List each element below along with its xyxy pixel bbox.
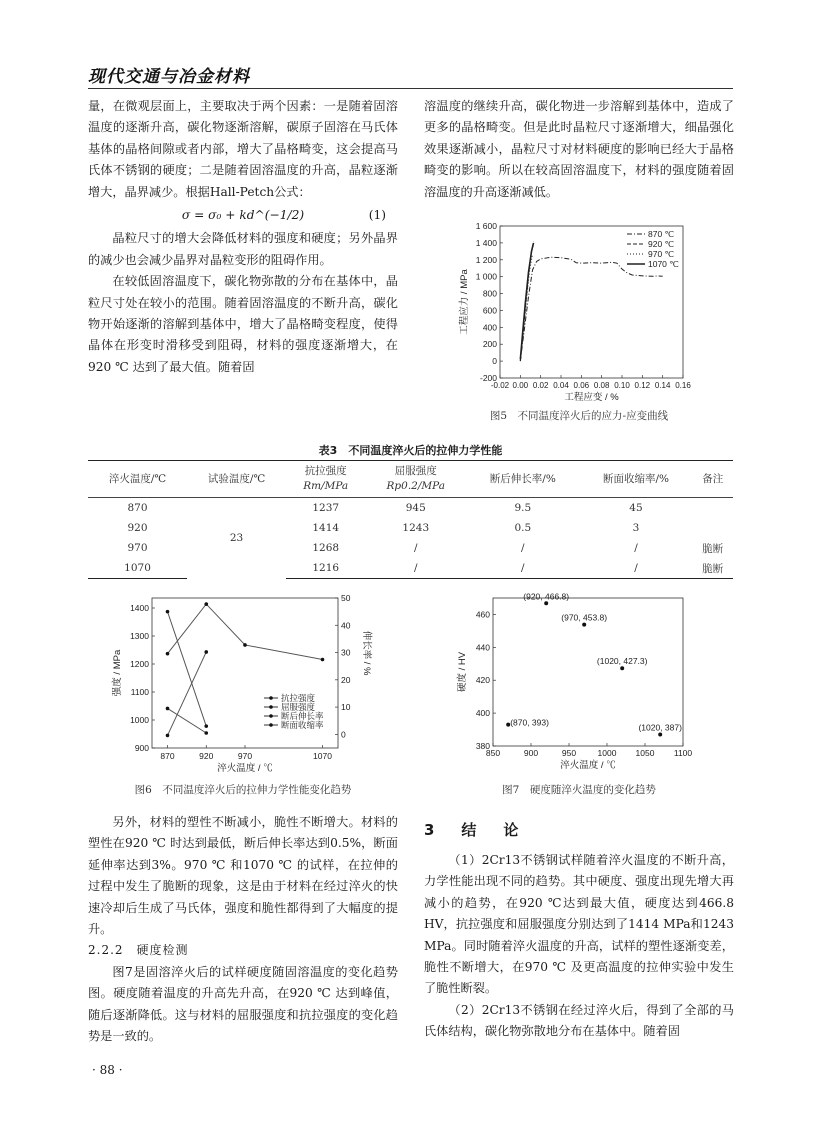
x-tick-label: 870	[160, 751, 175, 761]
section-subheading: 2.2.2 硬度检测	[88, 943, 189, 958]
legend-label: 断面收缩率	[281, 720, 324, 730]
column-header	[286, 461, 365, 498]
data-point	[204, 724, 208, 728]
x-tick-label: 900	[523, 748, 539, 758]
x-tick-label: 0.04	[553, 381, 569, 390]
data-point	[204, 650, 208, 654]
y-tick-label: 400	[475, 708, 490, 719]
y-tick-label: 1 000	[475, 271, 497, 282]
data-label: (970, 453.8)	[561, 612, 608, 623]
y2-tick-label: 0	[341, 729, 346, 740]
header-symbol: Rm/MPa	[303, 480, 349, 492]
page-number: · 88 ·	[92, 1063, 123, 1077]
data-point	[243, 643, 247, 647]
legend-marker	[269, 696, 273, 700]
data-point	[166, 610, 170, 614]
data-point	[658, 732, 662, 736]
x-tick-label: 850	[485, 748, 501, 758]
table-row	[88, 518, 733, 538]
x-tick-label: 1050	[635, 748, 655, 758]
header-symbol: Rp0.2/MPa	[386, 480, 445, 492]
x-tick-label: 1070	[313, 751, 332, 761]
column-header: 断后伸长率/%	[466, 461, 579, 498]
series-line	[168, 652, 207, 735]
header-label: 抗拉强度	[304, 465, 347, 477]
y2-tick-label: 40	[341, 620, 351, 631]
data-label: (920, 466.8)	[523, 592, 570, 602]
figure-6-tensile-properties-chart	[110, 590, 380, 778]
y-tick-label: 900	[134, 743, 149, 753]
right-column-top	[424, 96, 734, 203]
legend-label: 1070 ℃	[648, 259, 679, 269]
y2-tick-label: 30	[341, 647, 351, 658]
column-header: 试验温度/℃	[187, 461, 286, 498]
y-tick-label: 1000	[130, 715, 149, 725]
y-tick-label: 1200	[130, 659, 149, 669]
y-axis-label: 工程应力 / MPa	[459, 269, 470, 335]
x-tick-label: 0.08	[593, 381, 610, 390]
table-cell: 970	[127, 542, 148, 554]
paragraph: 量，在微观层面上，主要取决于两个因素：一是随着固溶温度的逐渐升高，碳化物逐渐溶解，碳原子固溶在马氏体基体的晶格间隙或者内部，增大了晶格畸变，这会提高马氏体不锈钢的硬度；二是随着固溶温度的升高，晶粒逐渐增大，晶界减少。根据Hall-Petch公式：	[88, 99, 398, 199]
y-tick-label: 1 400	[475, 237, 497, 248]
equation-number: (1)	[368, 208, 386, 223]
table-cell: 1070	[88, 558, 187, 579]
equation	[88, 205, 398, 226]
legend-marker	[269, 714, 273, 718]
paragraph: 另外，材料的塑性不断减小，脆性不断增大。材料的塑性在920 ℃ 时达到最低，断后伸长率达到0.5%，断面延伸率达到3%。970 ℃ 和1070 ℃ 的试样，在拉伸的过程中发生了脆断的现象，这是由于材料在经过淬火的快速冷却后生成了马氏体，强度和脆性都得到了大幅度的提升。	[88, 815, 398, 937]
column-header	[365, 461, 466, 498]
y-tick-label: 1300	[130, 631, 149, 641]
legend-label: 断后伸长率	[281, 711, 324, 721]
data-point	[166, 652, 170, 656]
table-cell: /	[521, 542, 525, 554]
table-cell: /	[414, 542, 418, 554]
y-tick-label: 400	[482, 322, 497, 333]
table-cell: 1216	[286, 558, 365, 579]
table-header-row	[88, 461, 733, 498]
right-column-bottom	[424, 812, 734, 1043]
table-cell: /	[579, 558, 692, 579]
x-tick-label: 0.02	[532, 381, 549, 390]
y-tick-label: -200	[479, 373, 497, 383]
series-line	[168, 604, 323, 659]
series-line-870	[520, 257, 662, 361]
table-cell: 9.5	[514, 502, 532, 514]
table-cell: 945	[405, 502, 426, 514]
legend-marker	[269, 705, 273, 709]
table-row	[88, 558, 733, 579]
data-point	[166, 707, 170, 711]
equation-text: σ = σ₀ + kd^(−1/2)	[181, 208, 305, 223]
table-cell	[693, 498, 733, 519]
y2-tick-label: 20	[341, 674, 351, 685]
paragraph: 在较低固溶温度下，碳化物弥散的分布在基体中，晶粒尺寸处在较小的范围。随着固溶温度的不断升高，碳化物开始逐渐的溶解到基体中，增大了晶格畸变程度，使得晶体在形变时滑移受到阻碍，材料的强度逐渐增大，在920 ℃ 达到了最大值。随着固	[88, 274, 398, 374]
table-cell: 脆断	[702, 542, 724, 555]
legend-label: 屈服强度	[281, 702, 316, 712]
table-cell: 1243	[402, 522, 430, 534]
data-point	[204, 602, 208, 606]
column-header: 备注	[693, 461, 733, 498]
data-point	[321, 658, 325, 662]
y-tick-label: 420	[475, 675, 490, 686]
y-tick-label: 200	[482, 339, 497, 350]
x-tick-label: -0.02	[490, 381, 510, 390]
figure-6-caption: 图6 不同温度淬火后的拉伸力学性能变化趋势	[134, 784, 352, 796]
table-cell: 45	[629, 502, 643, 514]
journal-title: 现代交通与冶金材料	[88, 67, 250, 87]
test-temp-cell: 23	[229, 532, 244, 545]
legend-label: 970 ℃	[648, 249, 675, 259]
x-axis-label: 淬火温度 / ℃	[217, 763, 273, 774]
header-label: 屈服强度	[394, 465, 437, 477]
y-tick-label: 800	[482, 288, 497, 299]
table-cell: 1237	[312, 502, 340, 514]
table-cell: 870	[127, 502, 148, 514]
data-point	[620, 666, 624, 670]
table-cell: 0.5	[514, 522, 532, 534]
table-cell: 920	[127, 522, 148, 534]
x-tick-label: 0.14	[654, 381, 671, 390]
data-point	[166, 734, 170, 738]
y-axis-label: 硬度 / HV	[457, 651, 468, 693]
table-cell: /	[466, 558, 579, 579]
x-tick-label: 1000	[597, 748, 617, 758]
x-tick-label: 950	[561, 748, 577, 758]
paragraph: 溶温度的继续升高，碳化物进一步溶解到基体中，造成了更多的晶格畸变。但是此时晶粒尺寸逐渐增大，细晶强化效果逐渐减小，晶粒尺寸对材料硬度的影响已经大于晶格畸变的影响。所以在较高固溶温度下，材料的强度随着固溶温度的升高逐渐减低。	[424, 99, 734, 199]
legend-label: 920 ℃	[648, 239, 675, 249]
left-column-top	[88, 96, 398, 378]
series-line	[168, 708, 207, 733]
table-cell: 3	[632, 522, 640, 534]
x-tick-label: 1100	[673, 748, 693, 758]
table-cell	[693, 518, 733, 538]
y2-axis-label: 伸长率 / %	[361, 630, 372, 676]
table-cell: 脆断	[693, 558, 733, 579]
legend-label: 抗拉强度	[281, 693, 316, 703]
legend-marker	[269, 723, 273, 727]
figure-7-caption: 图7 硬度随淬火温度的变化趋势	[502, 784, 656, 796]
y2-tick-label: 10	[341, 702, 351, 713]
y-tick-label: 1400	[130, 603, 149, 613]
y-tick-label: 380	[475, 741, 490, 751]
table-cell: 1268	[312, 542, 340, 554]
left-column-bottom	[88, 812, 398, 1047]
data-label: (870, 393)	[510, 717, 549, 728]
data-point	[544, 601, 548, 605]
paragraph: 图7是固溶淬火后的试样硬度随固溶温度的变化趋势图。硬度随着温度的升高先升高，在920 ℃ 达到峰值，随后逐渐降低。这与材料的屈服强度和抗拉强度的变化趋势是一致的。	[88, 964, 398, 1044]
y-tick-label: 460	[475, 609, 490, 620]
column-header: 淬火温度/℃	[88, 461, 187, 498]
y-tick-label: 1 600	[475, 221, 497, 231]
x-tick-label: 0.16	[675, 381, 691, 390]
table-row	[88, 498, 733, 519]
table-cell: /	[365, 558, 466, 579]
header-rule	[88, 88, 733, 89]
y-axis-label: 强度 / MPa	[112, 649, 123, 697]
y-tick-label: 1100	[130, 687, 149, 697]
y-tick-label: 0	[492, 356, 497, 367]
column-header: 断面收缩率/%	[579, 461, 692, 498]
paragraph: 晶粒尺寸的增大会降低材料的强度和硬度；另外晶界的减少也会减少晶界对晶粒变形的阻碍作用。	[88, 231, 398, 267]
figure-5-stress-strain-chart	[455, 218, 705, 408]
legend-label: 870 ℃	[648, 229, 675, 239]
x-tick-label: 0.12	[634, 381, 651, 390]
paragraph: （1）2Cr13不锈钢试样随着淬火温度的不断升高，力学性能出现不同的趋势。其中硬度、强度出现先增大再减小的趋势，在920 ℃达到最大值，硬度达到466.8 HV，抗拉强度和屈服强度分别达到了1414 MPa和1243 MPa。同时随着淬火温度的升高，试样的塑性逐渐变差，脆性不断增大，在970 ℃ 及更高温度的拉伸实验中发生了脆性断裂。	[424, 853, 734, 996]
x-tick-label: 0.06	[573, 381, 590, 390]
data-label: (1020, 387)	[638, 722, 682, 733]
figure-5-caption: 图5 不同温度淬火后的应力-应变曲线	[489, 410, 669, 422]
y-tick-label: 1 200	[475, 254, 497, 265]
table-cell: 1414	[312, 522, 340, 534]
table-row	[88, 538, 733, 558]
section-heading: 3 结 论	[424, 821, 525, 839]
figure-7-hardness-chart	[455, 592, 705, 776]
y-tick-label: 440	[475, 642, 490, 653]
data-point	[204, 731, 208, 735]
table-cell: /	[634, 542, 638, 554]
x-tick-label: 0.00	[512, 381, 529, 390]
series-line-1070	[520, 243, 533, 360]
data-point	[582, 623, 586, 627]
table-3-title: 表3 不同温度淬火后的拉伸力学性能	[318, 444, 503, 457]
x-axis-label: 工程应变 / %	[564, 392, 619, 403]
x-axis-label: 淬火温度 / ℃	[560, 760, 616, 771]
y-tick-label: 600	[482, 305, 497, 316]
y2-tick-label: 50	[341, 593, 351, 603]
x-tick-label: 970	[237, 751, 253, 761]
data-label: (1020, 427.3)	[596, 656, 648, 667]
x-tick-label: 920	[199, 751, 214, 761]
paragraph: （2）2Cr13不锈钢在经过淬火后，得到了全部的马氏体结构，碳化物弥散地分布在基体中。随着固	[424, 1002, 734, 1039]
table-3	[88, 460, 733, 579]
x-tick-label: 0.10	[614, 381, 630, 390]
